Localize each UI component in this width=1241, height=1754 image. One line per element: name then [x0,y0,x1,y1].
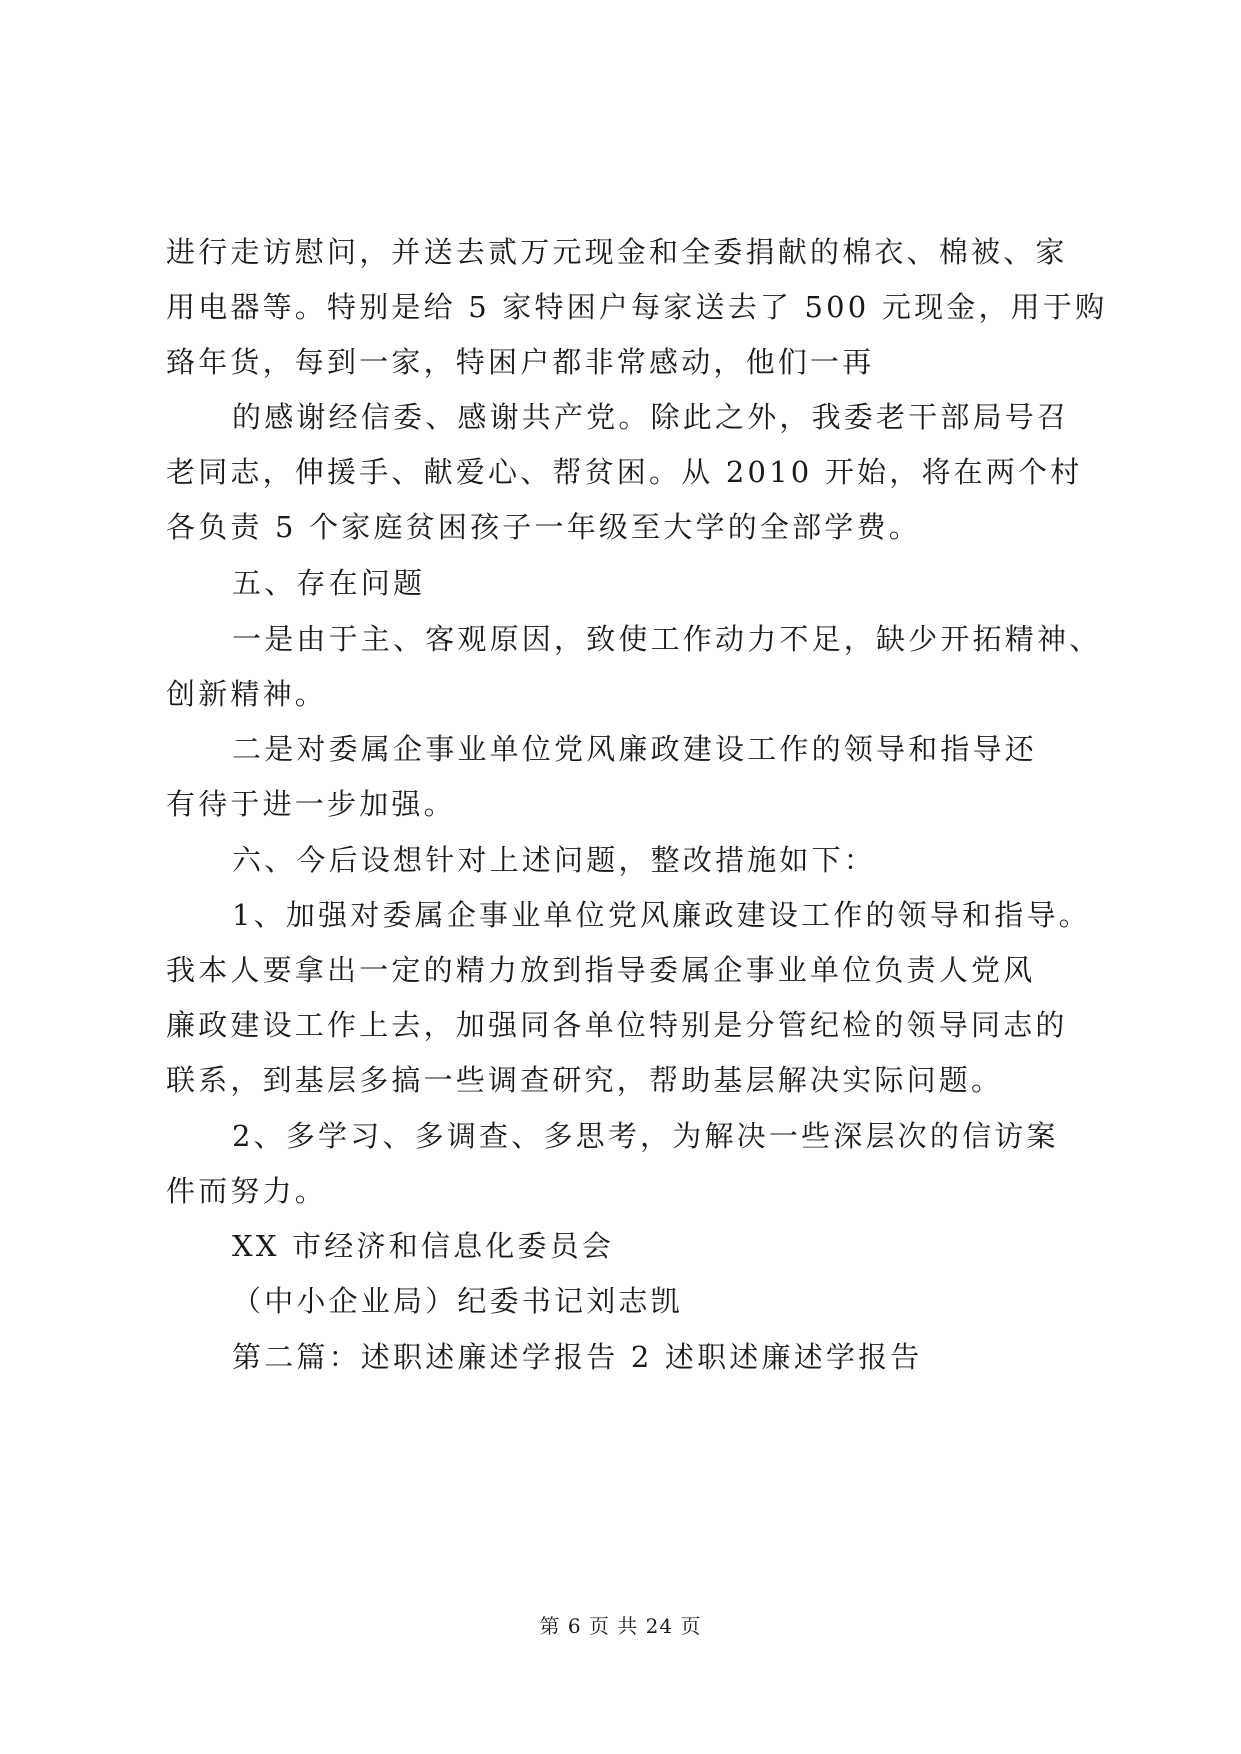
text-line: 进行走访慰问，并送去贰万元现金和全委捐献的棉衣、棉被、家 [166,235,1068,269]
text-line: 用电器等。特别是给 5 家特困户每家送去了 500 元现金，用于购 [166,290,1108,324]
text-line: 二是对委属企事业单位党风廉政建设工作的领导和指导还 [232,732,1038,766]
text-line: 联系，到基层多搞一些调查研究，帮助基层解决实际问题。 [166,1063,1004,1097]
text-line: 我本人要拿出一定的精力放到指导委属企事业单位负责人党风 [166,953,1036,987]
signature-name: （中小企业局）纪委书记刘志凯 [232,1284,683,1318]
next-article-title: 第二篇：述职述廉述学报告 2 述职述廉述学报告 [232,1340,923,1374]
text-line: 有待于进一步加强。 [166,787,456,821]
text-line: 老同志，伸援手、献爱心、帮贫困。从 2010 开始，将在两个村 [166,455,1083,489]
text-line: 臵年货，每到一家，特困户都非常感动，他们一再 [166,345,875,379]
text-line: 一是由于主、客观原因，致使工作动力不足，缺少开拓精神、 [232,622,1102,656]
section-heading: 六、今后设想针对上述问题，整改措施如下： [232,843,877,877]
text-line: 的感谢经信委、感谢共产党。除此之外，我委老干部局号召 [232,400,1070,434]
text-line: 各负责 5 个家庭贫困孩子一年级至大学的全部学费。 [166,510,921,544]
text-line: 1、加强对委属企事业单位党风廉政建设工作的领导和指导。 [232,898,1091,932]
text-line: 创新精神。 [166,677,328,711]
page-number: 第 6 页 共 24 页 [539,1614,702,1638]
section-heading: 五、存在问题 [232,566,426,600]
text-line: 廉政建设工作上去，加强同各单位特别是分管纪检的领导同志的 [166,1008,1068,1042]
signature-organization: XX 市经济和信息化委员会 [232,1229,615,1263]
text-line: 2、多学习、多调查、多思考，为解决一些深层次的信访案 [232,1119,1059,1153]
text-line: 件而努力。 [166,1174,328,1208]
